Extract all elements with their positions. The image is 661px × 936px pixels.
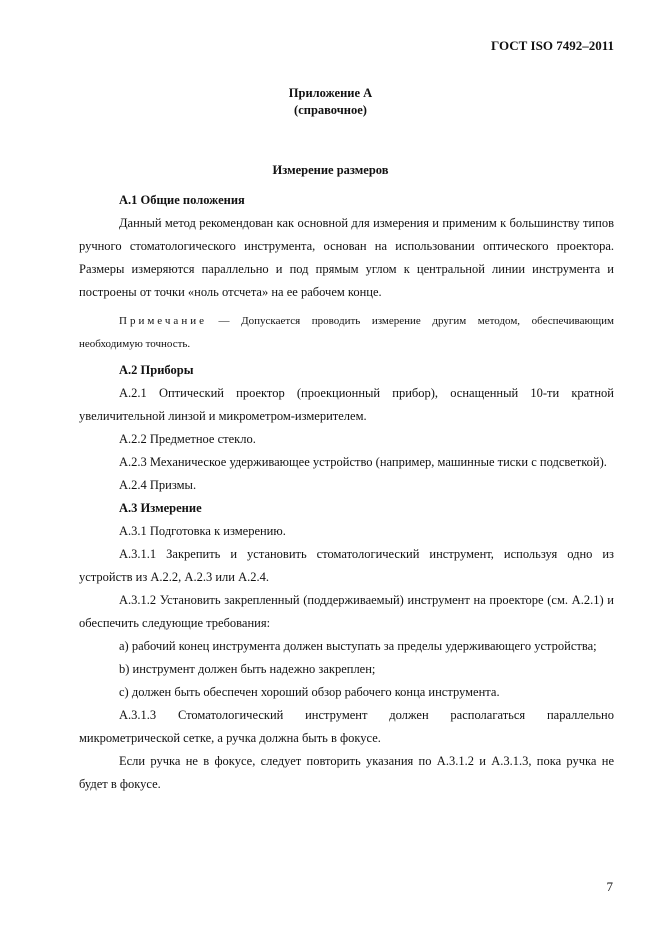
item-a3-1-2: А.3.1.2 Установить закрепленный (поддерживаемый) инструмент на проекторе (см. А.2.1) и обеспечить следующие требования: bbox=[79, 593, 614, 630]
item-a2-2: А.2.2 Предметное стекло. bbox=[119, 432, 256, 446]
standard-header: ГОСТ ISO 7492–2011 bbox=[491, 38, 614, 53]
note-label: Примечание bbox=[119, 315, 207, 327]
section-a1 bbox=[79, 189, 614, 304]
section-title: Измерение размеров bbox=[272, 163, 389, 177]
item-a2-4: А.2.4 Призмы. bbox=[119, 478, 197, 492]
paragraph-a1: Данный метод рекомендован как основной для измерения и применим к большинству типов ручного стоматологического инструмента, основан на использовании оптического проектора. Размеры измеряются параллельно и под прямым углом к центральной линии инструмента и построены от точки «ноль отсчета» на ее рабочем конце. bbox=[79, 216, 614, 299]
section-a2 bbox=[79, 359, 614, 796]
annex-title: Приложение А bbox=[288, 86, 373, 100]
page-number: 7 bbox=[606, 879, 613, 894]
item-a2-3: А.2.3 Механическое удерживающее устройство (например, машинные тиски с подсветкой). bbox=[119, 455, 607, 469]
item-a3-1: А.3.1 Подготовка к измерению. bbox=[119, 524, 286, 538]
heading-a1: А.1 Общие положения bbox=[119, 193, 245, 207]
list-item-c: с) должен быть обеспечен хороший обзор рабочего конца инструмента. bbox=[119, 685, 500, 699]
note-text: — Допускается проводить измерение другим методом, обеспечивающим необходимую точность. bbox=[79, 315, 614, 350]
list-item-a: а) рабочий конец инструмента должен выступать за пределы удерживающего устройства; bbox=[119, 639, 597, 653]
focus-paragraph: Если ручка не в фокусе, следует повторить указания по А.3.1.2 и А.3.1.3, пока ручка не будет в фокусе. bbox=[79, 754, 614, 791]
note-paragraph bbox=[79, 310, 614, 356]
list-item-b: b) инструмент должен быть надежно закреплен; bbox=[119, 662, 376, 676]
annex-subtitle: (справочное) bbox=[294, 103, 367, 117]
item-a2-1: А.2.1 Оптический проектор (проекционный прибор), оснащенный 10-ти кратной увеличительной линзой и микрометром-измерителем. bbox=[79, 386, 614, 423]
note-block bbox=[79, 310, 614, 356]
heading-a2: А.2 Приборы bbox=[119, 363, 194, 377]
item-a3-1-1: А.3.1.1 Закрепить и установить стоматологический инструмент, используя одно из устройств из А.2.2, А.2.3 или А.2.4. bbox=[79, 547, 614, 584]
item-a3-1-3: А.3.1.3 Стоматологический инструмент должен располагаться параллельно микрометрической сетке, а ручка должна быть в фокусе. bbox=[79, 708, 614, 745]
heading-a3: А.3 Измерение bbox=[119, 501, 202, 515]
